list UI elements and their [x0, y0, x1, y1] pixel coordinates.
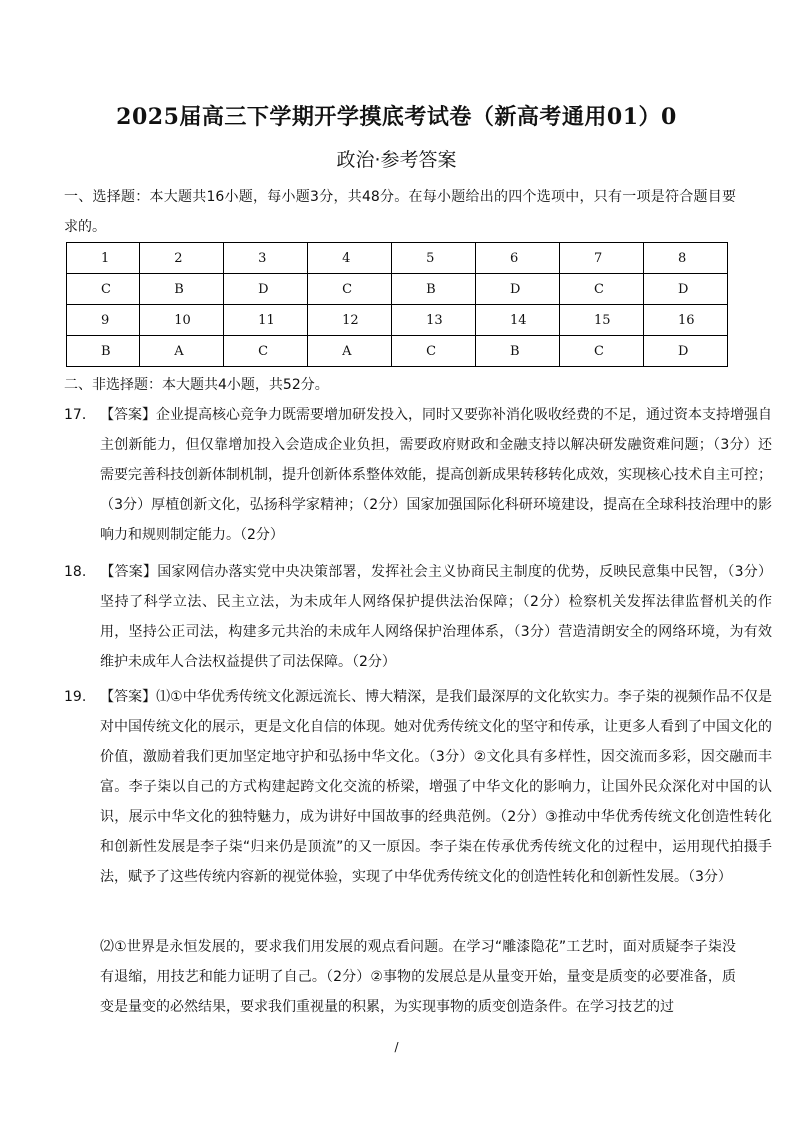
answer-table-cell: 5	[392, 243, 476, 274]
document-subtitle: 政治·参考答案	[336, 149, 457, 171]
answer-table-cell: C	[392, 336, 476, 367]
question-17	[64, 400, 772, 550]
answer-table-cell: 1	[67, 243, 140, 274]
section1-intro: 一、选择题：本大题共16小题，每小题3分，共48分。在每小题给出的四个选项中，只有一项是符合题目要求的。	[64, 189, 736, 235]
document-title: 2025届高三下学期开学摸底考试卷（新高考通用01）0	[116, 104, 677, 130]
answer-table-cell: 2	[140, 243, 224, 274]
answer-table-cell: A	[140, 336, 224, 367]
question-19-number: 19.	[64, 689, 87, 705]
page-footer: /	[394, 1040, 399, 1054]
answer-table-cell: B	[67, 336, 140, 367]
answer-table-cell: 8	[643, 243, 727, 274]
answer-table-cell: C	[67, 274, 140, 305]
question-19-part2: ⑵①世界是永恒发展的，要求我们用发展的观点看问题。在学习“雕漆隐花”工艺时，面对质疑李子柒没有退缩，用技艺和能力证明了自己。（2分）②事物的发展总是从量变开始，量变是质变的必要准备，质变是量变的必然结果，要求我们重视量的积累，为实现事物的质变创造条件。在学习技艺的过	[100, 939, 736, 1015]
answer-table-cell: 4	[308, 243, 392, 274]
answer-table-cell: 6	[476, 243, 560, 274]
answer-table-cell: 3	[224, 243, 308, 274]
question-19-answer-tag: 【答案】	[100, 689, 157, 705]
answer-table-cell: D	[224, 274, 308, 305]
answer-table-cell: B	[140, 274, 224, 305]
answer-table-cell: 10	[140, 305, 224, 336]
question-19	[64, 682, 772, 892]
answer-table-cell: D	[643, 274, 727, 305]
question-17-answer-tag: 【答案】	[100, 407, 156, 423]
answer-table-cell: D	[476, 274, 560, 305]
answer-table-cell: C	[308, 274, 392, 305]
answer-table-cell: D	[643, 336, 727, 367]
answer-table-cell: A	[308, 336, 392, 367]
question-19-part1: ⑴①中华优秀传统文化源远流长、博大精深，是我们最深厚的文化软实力。李子柒的视频作品不仅是对中国传统文化的展示，更是文化自信的体现。她对优秀传统文化的坚守和传承，让更多人看到了中国文化的价值，激励着我们更加坚定地守护和弘扬中华文化。（3分）②文化具有多样性，因交流而多彩，因交融而丰富。李子柒以自己的方式构建起跨文化交流的桥梁，增强了中华文化的影响力，让国外民众深化对中国的认识，展示中华文化的独特魅力，成为讲好中国故事的经典范例。（2分）③推动中华优秀传统文化创造性转化和创新性发展是李子柒“归来仍是顶流”的又一原因。李子柒在传承优秀传统文化的过程中，运用现代拍摄手法，赋予了这些传统内容新的视觉体验，实现了中华优秀传统文化的创造性转化和创新性发展。（3分）	[100, 689, 772, 885]
question-17-number: 17．	[64, 407, 96, 423]
answer-table-cell: B	[476, 336, 560, 367]
question-18	[64, 557, 772, 677]
answer-table-cell: C	[559, 274, 643, 305]
answer-table-cell: 7	[559, 243, 643, 274]
answer-table-cell: B	[392, 274, 476, 305]
question-17-answer-text: 企业提高核心竞争力既需要增加研发投入，同时又要弥补消化吸收经费的不足，通过资本支持增强自主创新能力，但仅靠增加投入会造成企业负担，需要政府财政和金融支持以解决研发融资难问题；（3分）还需要完善科技创新体制机制，提升创新体系整体效能，提高创新成果转移转化成效，实现核心技术自主可控；（3分）厚植创新文化，弘扬科学家精神；（2分）国家加强国际化科研环境建设，提高在全球科技治理中的影响力和规则制定能力。（2分）	[100, 407, 772, 543]
answer-table-cell: C	[224, 336, 308, 367]
answer-table-row	[67, 243, 728, 274]
answer-table-cell: 11	[224, 305, 308, 336]
answer-table-cell: 16	[643, 305, 727, 336]
answer-table	[66, 242, 728, 367]
answer-table-row	[67, 274, 728, 305]
section2-intro: 二、非选择题：本大题共4小题，共52分。	[64, 377, 329, 393]
answer-table-row	[67, 305, 728, 336]
answer-table-cell: C	[559, 336, 643, 367]
question-18-number: 18.	[64, 564, 87, 580]
question-18-answer-text: 国家网信办落实党中央决策部署，发挥社会主义协商民主制度的优势，反映民意集中民智，（3分）坚持了科学立法、民主立法，为未成年人网络保护提供法治保障；（2分）检察机关发挥法律监督机关的作用，坚持公正司法，构建多元共治的未成年人网络保护治理体系，（3分）营造清朗安全的网络环境，为有效维护未成年人合法权益提供了司法保障。（2分）	[100, 564, 773, 670]
question-18-answer-tag: 【答案】	[100, 564, 158, 580]
answer-table-cell: 12	[308, 305, 392, 336]
answer-table-row	[67, 336, 728, 367]
answer-table-cell: 14	[476, 305, 560, 336]
answer-table-cell: 15	[559, 305, 643, 336]
answer-table-cell: 13	[392, 305, 476, 336]
answer-table-cell: 9	[67, 305, 140, 336]
